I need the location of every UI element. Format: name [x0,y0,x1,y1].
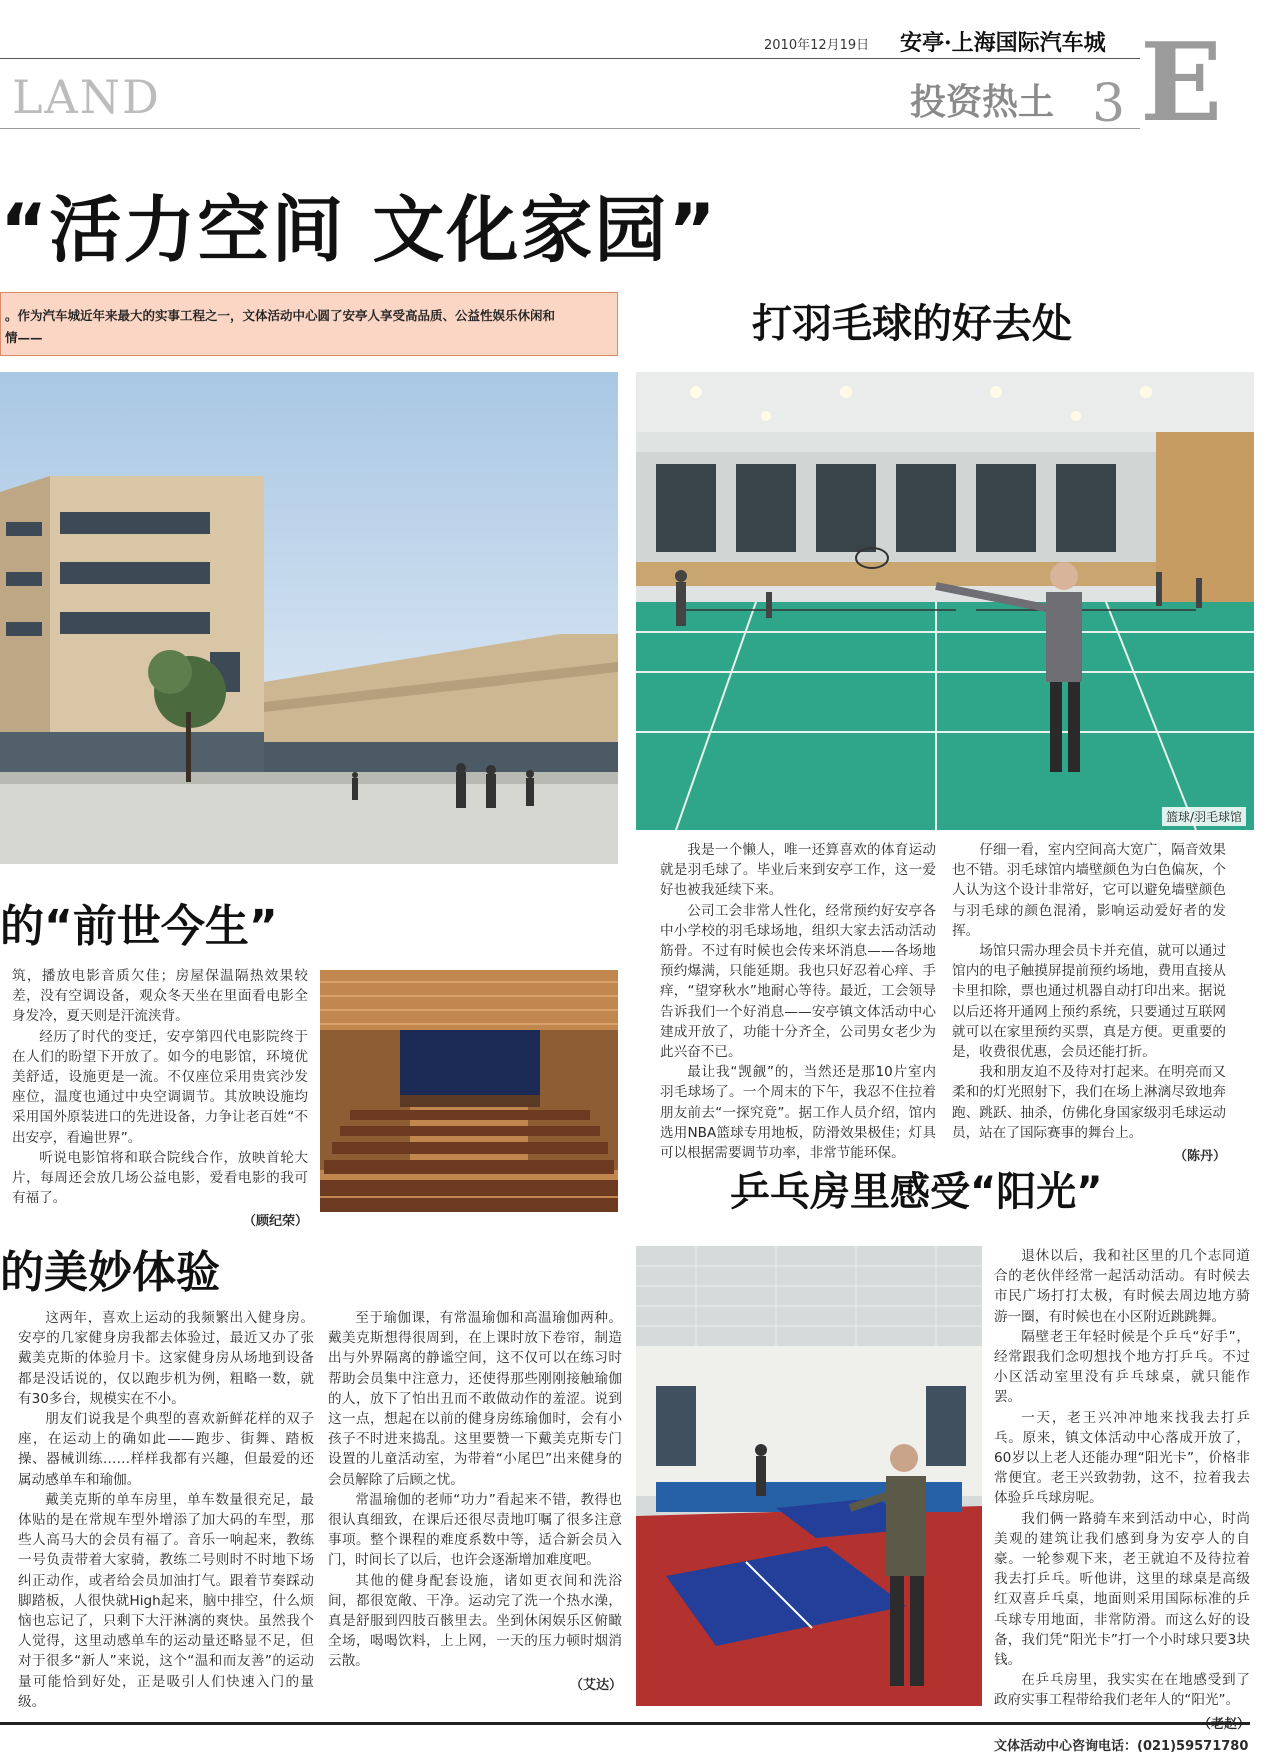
header-rule-bottom [0,128,1140,129]
cinema-signature: （顾纪荣） [242,1214,308,1230]
issue-date: 2010年12月19日 [764,38,870,53]
pingpong-contact-phone: 文体活动中心咨询电话：(021)59571780 [994,1738,1249,1754]
badminton-paragraph-5: 场馆只需办理会员卡并充值，就可以通过馆内的电子触摸屏提前预约场地，费用直接从卡里扣除，票也通过机器自动打印出来。据说以后还将开通网上预约系统，只要通过互联网就可以在家里预约买票，真是方便。更重要的是，收费很优惠，会员还能打折。 [952,943,1226,1061]
pingpong-paragraph-2: 隔壁老王年轻时候是个乒乓“好手”，经常跟我们念叨想找个地方打乒乓。不过小区活动室里没有乒乓球桌，就只能作罢。 [994,1328,1250,1406]
pingpong-paragraph-3: 一天，老王兴冲冲地来找我去打乒乓。原来，镇文体活动中心落成开放了，60岁以上老人还能办理“阳光卡”，价格非常便宜。老王兴致勃勃，这不，拉着我去体验乒乓球房呢。 [994,1409,1250,1507]
badminton-column-2 [952,840,1226,1167]
gym-signature: （艾达） [569,1677,622,1693]
pingpong-paragraph-1: 退休以后，我和社区里的几个志同道合的老伙伴经常一起活动活动。有时候去市民广场打打太极，有时候去周边地方骑游一圈，有时候也在小区附近跳跳舞。 [994,1248,1250,1325]
badminton-signature: （陈丹） [1173,1149,1226,1165]
gym-column-1 [18,1308,314,1712]
section-title: 投资热土 [910,81,1055,123]
page-letter: E [1140,20,1223,146]
cinema-paragraph-1: 筑，播放电影音质欠佳；房屋保温隔热效果较差，没有空调设备，观众冬天坐在里面看电影全身发冷，夏天则是汗流浃背。 [12,968,308,1025]
cinema-hall-photo [320,970,618,1212]
intro-line-2: 情—— [5,330,43,345]
footer-rule [0,1722,1250,1725]
intro-box [0,292,618,356]
pingpong-paragraph-5: 在乒乓房里，我实实在在地感受到了政府实事工程带给我们老年人的“阳光”。 [994,1672,1250,1709]
page-number: 3 [1092,74,1126,134]
pingpong-paragraph-4: 我们俩一路骑车来到活动中心，时尚美观的建筑让我们感到身为安亭人的自豪。一轮参观下来，老王就迫不及待拉着我去打乒乓。听他讲，这里的球桌是高级红双喜乒乓桌，地面则采用国际标准的乒乓球专用地面，非常防滑。而这么好的设备，我们凭“阳光卡”打一个小时球只要3块钱。 [994,1510,1250,1669]
gym-headline: 的美妙体验 [0,1247,220,1298]
cinema-article [12,966,308,1233]
main-headline: “活力空间 文化家园” [0,188,718,272]
masthead: 安亭·上海国际汽车城 [900,30,1106,56]
badminton-paragraph-6: 我和朋友迫不及待对打起来。在明亮而又柔和的灯光照射下，我们在场上淋漓尽致地奔跑、跳跃、抽杀，仿佛化身国家级羽毛球运动员，站在了国际赛事的舞台上。 [952,1064,1226,1141]
pingpong-headline: 乒乓房里感受“阳光” [730,1169,1103,1215]
badminton-paragraph-4: 仔细一看，室内空间高大宽广，隔音效果也不错。羽毛球馆内墙壁颜色为白色偏灰，个人认为这个设计非常好，它可以避免墙壁颜色与羽毛球的颜色混淆，影响运动爱好者的发挥。 [952,842,1226,939]
section-label-land: LAND [12,70,161,124]
gym-paragraph-3: 戴美克斯的单车房里，单车数量很充足，最体贴的是在常规车型外增添了加大码的车型，那些人高马大的会员有福了。音乐一响起来，教练一号负责带着大家骑，教练二号则时不时地下场纠正动作，或者给会员加油打气。跟着节奏踩动脚踏板，人很快就High起来，脑中排空，什么烦恼也忘记了，只剩下大汗淋漓的爽快。虽然我个人觉得，这里动感单车的运动量还略显不足，但对于很多“新人”来说，这个“温和而友善”的运动量可能恰到好处，正是吸引人们快速入门的量级。 [18,1491,314,1710]
gym-paragraph-4: 至于瑜伽课，有常温瑜伽和高温瑜伽两种。戴美克斯想得很周到，在上课时放下卷帘，制造出与外界隔离的静谧空间，这不仅可以在练习时帮助会员集中注意力，还使得那些刚刚接触瑜伽的人，放下了怕出丑而不敢做动作的羞涩。说到这一点，想起在以前的健身房练瑜伽时，会有小孩子不时进来捣乱。这里要赞一下戴美克斯专门设置的儿童活动室，为带着“小尾巴”出来健身的会员解除了后顾之忧。 [328,1310,622,1488]
badminton-hall-photo [636,372,1254,830]
building-rendering-photo [0,372,618,864]
badminton-headline: 打羽毛球的好去处 [752,301,1072,347]
cinema-headline: 的“前世今生” [0,901,278,952]
gym-paragraph-2: 朋友们说我是个典型的喜欢新鲜花样的双子座，在运动上的确如此——跑步、街舞、踏板操、器械训练……样样我都有兴趣，但最爱的还属动感单车和瑜伽。 [18,1411,314,1488]
cinema-paragraph-2: 经历了时代的变迁，安亭第四代电影院终于在人们的盼望下开放了。如今的电影馆，环境优美舒适，设施更是一流。不仅座位采用贵宾沙发座位，温度也通过中央空调调节。其放映设施均采用国外原装进口的先进设备，力争让老百姓“不出安亭，看遍世界”。 [12,1028,308,1146]
header-rule [0,58,1140,59]
pingpong-article [994,1246,1250,1757]
cinema-paragraph-3: 听说电影馆将和联合院线合作，放映首轮大片，每周还会放几场公益电影，爱看电影的我可有福了。 [12,1149,308,1207]
intro-line-1: 。作为汽车城近年来最大的实事工程之一，文体活动中心圆了安亭人享受高品质、公益性娱乐休闲和 [5,308,556,323]
gym-paragraph-1: 这两年，喜欢上运动的我频繁出入健身房。安亭的几家健身房我都去体验过，最近又办了张戴美克斯的体验月卡。这家健身房从场地到设备都是没话说的，仅以跑步机为例，粗略一数，就有30多台，规模实在不小。 [18,1310,314,1407]
badminton-paragraph-2: 公司工会非常人性化，经常预约好安亭各中小学校的羽毛球场地，组织大家去活动活动筋骨。不过有时候也会传来坏消息——各场地预约爆满，只能延期。我也只好忍着心痒、手痒，“望穿秋水”地耐心等待。最近，工会领导告诉我们一个好消息——安亭镇文体活动中心建成开放了，功能十分齐全，公司男女老少为此兴奋不已。 [660,902,936,1061]
badminton-column-1 [660,840,936,1163]
gym-paragraph-6: 其他的健身配套设施，诸如更衣间和洗浴间，都很宽敞、干净。运动完了洗一个热水澡，真是舒服到四肢百骸里去。坐到休闲娱乐区俯瞰全场，喝喝饮料，上上网，一天的压力顿时烟消云散。 [328,1572,622,1670]
pingpong-signature: （老赵） [1197,1716,1250,1732]
pingpong-room-photo [636,1246,982,1706]
badminton-paragraph-1: 我是一个懒人，唯一还算喜欢的体育运动就是羽毛球了。毕业后来到安亭工作，这一爱好也被我延续下来。 [660,842,936,899]
gym-column-2 [328,1308,622,1696]
gym-paragraph-5: 常温瑜伽的老师“功力”看起来不错，教得也很认真细致，在课后还很尽责地叮嘱了很多注意事项。整个课程的难度系数中等，适合新会员入门，时间长了以后，也许会逐渐增加难度吧。 [328,1491,622,1569]
badminton-photo-caption: 篮球/羽毛球馆 [1162,807,1246,826]
badminton-paragraph-3: 最让我“觊觎”的，当然还是那10片室内羽毛球场了。一个周末的下午，我忍不住拉着朋友前去“一探究竟”。据工作人员介绍，馆内选用NBA篮球专用地板，防滑效果极佳；灯具可以根据需要调节功率，非常节能环保。 [660,1064,936,1162]
